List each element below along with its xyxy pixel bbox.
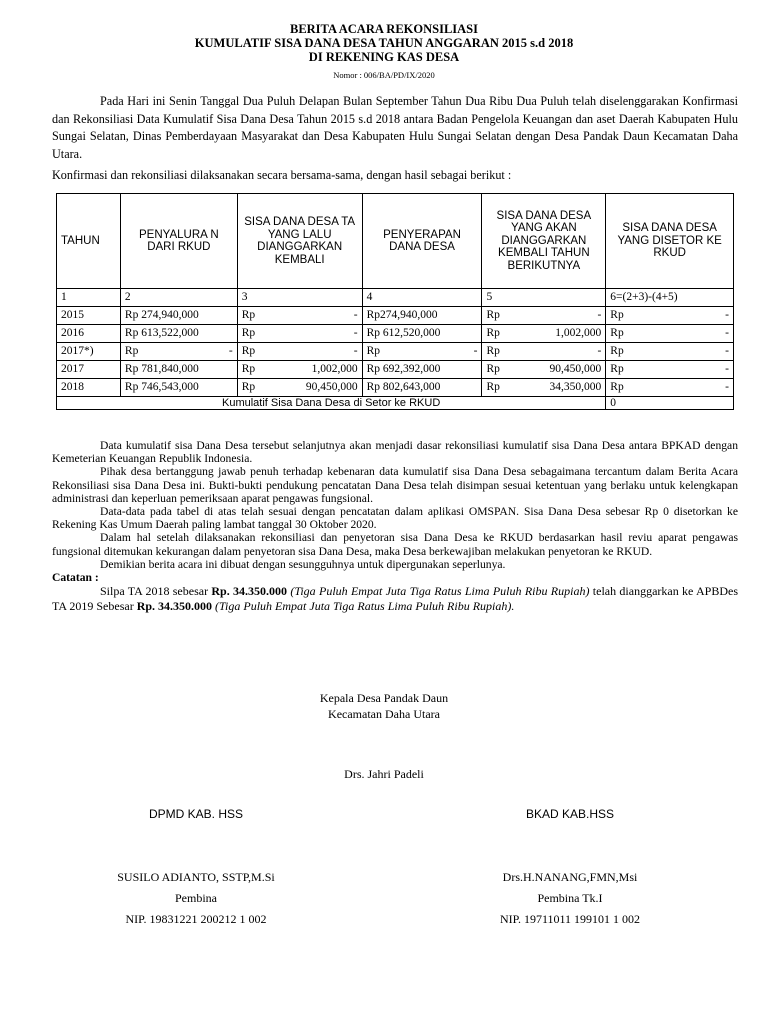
body-paragraph: Demikian berita acara ini dibuat dengan sesungguhnya untuk dipergunakan seperlunya. bbox=[100, 557, 506, 571]
catatan-lead-1: Silpa TA 2018 sebesar bbox=[100, 584, 212, 599]
col-number: 1 bbox=[57, 289, 121, 307]
right-signer-nip: NIP. 19711011 199101 1 002 bbox=[499, 912, 641, 926]
col-header-penyerapan: PENYERAPAN DANA DESA bbox=[362, 194, 482, 289]
cell-tahun: 2017 bbox=[57, 361, 121, 379]
table-row bbox=[57, 361, 734, 379]
cell-disetor bbox=[606, 325, 734, 343]
cell-value: Rp bbox=[610, 345, 624, 357]
cell-penyerapan bbox=[362, 379, 482, 397]
left-signer-name: SUSILO ADIANTO, SSTP,M.Si bbox=[117, 870, 275, 884]
cell-sisa-berikutnya bbox=[482, 343, 606, 361]
doc-title-line3: DI REKENING KAS DESA bbox=[308, 50, 460, 64]
col-header-sisa-lalu: SISA DANA DESA TA YANG LALU DIANGGARKAN KEMBALI bbox=[237, 194, 362, 289]
catatan-amount-2: Rp. 34.350.000 bbox=[136, 599, 213, 614]
cell-value: - bbox=[725, 381, 729, 393]
cell-value: Rp bbox=[241, 345, 256, 357]
cell-disetor bbox=[606, 361, 734, 379]
cell-penyerapan bbox=[362, 343, 482, 361]
cell-value: Rp bbox=[124, 345, 139, 357]
cell-penyaluran bbox=[120, 379, 237, 397]
cell-sisa-berikutnya bbox=[482, 307, 606, 325]
cell-value: Rp bbox=[610, 381, 624, 393]
cell-disetor bbox=[606, 343, 734, 361]
table-total-row bbox=[57, 397, 734, 410]
catatan-words-2: (Tiga Puluh Empat Juta Tiga Ratus Lima Puluh Ribu Rupiah). bbox=[215, 599, 515, 614]
rekonsiliasi-table bbox=[56, 193, 734, 410]
cell-value: - bbox=[597, 345, 602, 357]
cell-value: Rp bbox=[486, 363, 500, 375]
body-paragraph: Data kumulatif sisa Dana Desa tersebut selanjutnya akan menjadi dasar rekonsiliasi kumulatif sisa Dana Desa antara BPKAD dengan Kemeterian Keuangan Republik Indonesia. bbox=[52, 439, 738, 466]
cell-value: - bbox=[725, 363, 729, 375]
cell-sisa-berikutnya bbox=[482, 325, 606, 343]
table-header-row bbox=[57, 194, 734, 289]
cell-value: Rp bbox=[366, 345, 381, 357]
col-number: 6=(2+3)-(4+5) bbox=[606, 289, 734, 307]
signature-right bbox=[420, 867, 720, 930]
cell-value: Rp 692,392,000 bbox=[366, 363, 441, 375]
cell-sisa-berikutnya bbox=[482, 361, 606, 379]
cell-value: Rp 613,522,000 bbox=[124, 327, 199, 339]
cell-sisa-lalu bbox=[237, 361, 362, 379]
cell-tahun: 2015 bbox=[57, 307, 121, 325]
cell-value: Rp 274,940,000 bbox=[124, 309, 199, 321]
cell-value: Rp 781,840,000 bbox=[124, 363, 199, 375]
cell-value: Rp bbox=[610, 327, 624, 339]
cell-sisa-lalu bbox=[237, 343, 362, 361]
cell-value: - bbox=[473, 345, 478, 357]
doc-number: Nomor : 006/BA/PD/IX/2020 bbox=[333, 70, 435, 80]
cell-value: Rp bbox=[486, 309, 500, 321]
cell-disetor bbox=[606, 379, 734, 397]
right-signer-name: Drs.H.NANANG,FMN,Msi bbox=[502, 870, 638, 884]
cell-value: Rp bbox=[241, 381, 256, 393]
table-row bbox=[57, 307, 734, 325]
kumulatif-label: Kumulatif Sisa Dana Desa di Setor ke RKUD bbox=[57, 397, 606, 410]
cell-value: Rp bbox=[241, 363, 256, 375]
body-paragraph: Dalam hal setelah dilaksanakan rekonsiliasi dan penyetoran sisa Dana Desa ke RKUD berdasarkan hasil reviu aparat pengawas fungsional ditemukan kekurangan dalam penyetoran sisa Dana Desa, maka Desa berkewajiban melakukan penyetoran ke RKUD. bbox=[52, 531, 738, 558]
catatan-lead-2: telah dianggarkan ke APBDes TA 2019 Sebesar bbox=[52, 584, 739, 614]
cell-tahun: 2018 bbox=[57, 379, 121, 397]
signature-left bbox=[46, 867, 346, 930]
cell-value: 90,450,000 bbox=[305, 381, 358, 393]
kades-title-2: Kecamatan Daha Utara bbox=[328, 707, 440, 721]
doc-title-line2: KUMULATIF SISA DANA DESA TAHUN ANGGARAN 2015 s.d 2018 bbox=[194, 36, 574, 50]
catatan-text bbox=[52, 584, 738, 614]
signature-right-org: BKAD KAB.HSS bbox=[525, 807, 615, 821]
kumulatif-value: 0 bbox=[606, 397, 734, 410]
cell-value: Rp bbox=[486, 345, 500, 357]
body-paragraph: Data-data pada tabel di atas telah sesuai dengan pencatatan dalam aplikasi OMSPAN. Sisa Dana Desa sebesar Rp 0 disetorkan ke Rekening Kas Umum Daerah paling lambat tanggal 30 Oktober 2020. bbox=[52, 505, 738, 532]
cell-value: - bbox=[597, 309, 602, 321]
cell-value: Rp bbox=[610, 309, 624, 321]
cell-value: - bbox=[725, 345, 729, 357]
body-paragraph: Pihak desa bertanggung jawab penuh terhadap kebenaran data kumulatif sisa Dana Desa sebagaimana tercantum dalam Berita Acara Rekonsiliasi sisa Dana Desa ini. Bukti-bukti pendukung pencatatan Dana Desa telah disimpan sesuai ketentuan yang berlaku untuk kelengkapan administrasi dan keperluan pemeriksaan aparat pengawas fungsional. bbox=[52, 465, 738, 505]
kades-title-1: Kepala Desa Pandak Daun bbox=[319, 691, 449, 705]
cell-value: 1,002,000 bbox=[311, 363, 358, 375]
left-signer-rank: Pembina bbox=[175, 891, 217, 905]
cell-value: - bbox=[353, 327, 358, 339]
col-number: 2 bbox=[120, 289, 237, 307]
cell-penyerapan bbox=[362, 307, 482, 325]
catatan-label: Catatan : bbox=[52, 571, 99, 585]
col-header-disetor: SISA DANA DESA YANG DISETOR KE RKUD bbox=[606, 194, 734, 289]
cell-penyerapan bbox=[362, 325, 482, 343]
col-number: 4 bbox=[362, 289, 482, 307]
signature-left-org: DPMD KAB. HSS bbox=[148, 807, 244, 821]
cell-value: - bbox=[725, 327, 729, 339]
cell-value: 1,002,000 bbox=[555, 327, 602, 339]
table-number-row bbox=[57, 289, 734, 307]
cell-sisa-berikutnya bbox=[482, 379, 606, 397]
col-header-tahun: TAHUN bbox=[57, 194, 121, 289]
doc-title-line1: BERITA ACARA REKONSILIASI bbox=[289, 22, 479, 36]
signature-kades bbox=[234, 690, 534, 782]
cell-tahun: 2016 bbox=[57, 325, 121, 343]
cell-sisa-lalu bbox=[237, 325, 362, 343]
konfirmasi-text: Konfirmasi dan rekonsiliasi dilaksanakan secara bersama-sama, dengan hasil sebagai berikut : bbox=[52, 168, 512, 182]
col-number: 3 bbox=[237, 289, 362, 307]
cell-tahun: 2017*) bbox=[57, 343, 121, 361]
cell-value: 34,350,000 bbox=[549, 381, 602, 393]
cell-penyaluran bbox=[120, 307, 237, 325]
cell-value: - bbox=[353, 309, 358, 321]
cell-value: Rp bbox=[241, 309, 256, 321]
cell-value: 90,450,000 bbox=[549, 363, 602, 375]
left-signer-nip: NIP. 19831221 200212 1 002 bbox=[125, 912, 267, 926]
col-header-sisa-berikutnya: SISA DANA DESA YANG AKAN DIANGGARKAN KEMBALI TAHUN BERIKUTNYA bbox=[482, 194, 606, 289]
col-header-penyaluran: PENYALURA N DARI RKUD bbox=[120, 194, 237, 289]
cell-value: - bbox=[353, 345, 358, 357]
cell-penyaluran bbox=[120, 325, 237, 343]
cell-value: - bbox=[725, 309, 729, 321]
cell-penyaluran bbox=[120, 361, 237, 379]
cell-penyaluran bbox=[120, 343, 237, 361]
body-text bbox=[52, 439, 738, 614]
table-row bbox=[57, 379, 734, 397]
kades-name: Drs. Jahri Padeli bbox=[344, 767, 424, 781]
table-row bbox=[57, 325, 734, 343]
cell-value: Rp 802,643,000 bbox=[366, 381, 441, 393]
intro-paragraph: Pada Hari ini Senin Tanggal Dua Puluh Delapan Bulan September Tahun Dua Ribu Dua Puluh telah diselenggarakan Konfirmasi dan Rekonsiliasi Data Kumulatif Sisa Dana Desa Tahun 2015 s.d 2018 antara Badan Pengelola Keuangan dan aset Daerah Kabupaten Hulu Sungai Selatan, Dinas Pemberdayaan Masyarakat dan Desa Kabupaten Hulu Sungai Selatan dengan Desa Pandak Daun Kecamatan Daha Utara. bbox=[52, 94, 738, 161]
cell-value: Rp274,940,000 bbox=[366, 309, 438, 321]
cell-value: Rp 612,520,000 bbox=[366, 327, 441, 339]
cell-value: Rp bbox=[486, 381, 500, 393]
cell-value: Rp bbox=[610, 363, 624, 375]
cell-penyerapan bbox=[362, 361, 482, 379]
col-number: 5 bbox=[482, 289, 606, 307]
table-row bbox=[57, 343, 734, 361]
cell-value: Rp bbox=[241, 327, 256, 339]
cell-sisa-lalu bbox=[237, 379, 362, 397]
cell-value: Rp bbox=[486, 327, 500, 339]
right-signer-rank: Pembina Tk.I bbox=[537, 891, 603, 905]
cell-value: - bbox=[228, 345, 233, 357]
cell-value: Rp 746,543,000 bbox=[124, 381, 199, 393]
cell-sisa-lalu bbox=[237, 307, 362, 325]
catatan-words-1: (Tiga Puluh Empat Juta Tiga Ratus Lima Puluh Ribu Rupiah) bbox=[290, 584, 590, 599]
cell-disetor bbox=[606, 307, 734, 325]
catatan-amount-1: Rp. 34.350.000 bbox=[211, 584, 288, 599]
